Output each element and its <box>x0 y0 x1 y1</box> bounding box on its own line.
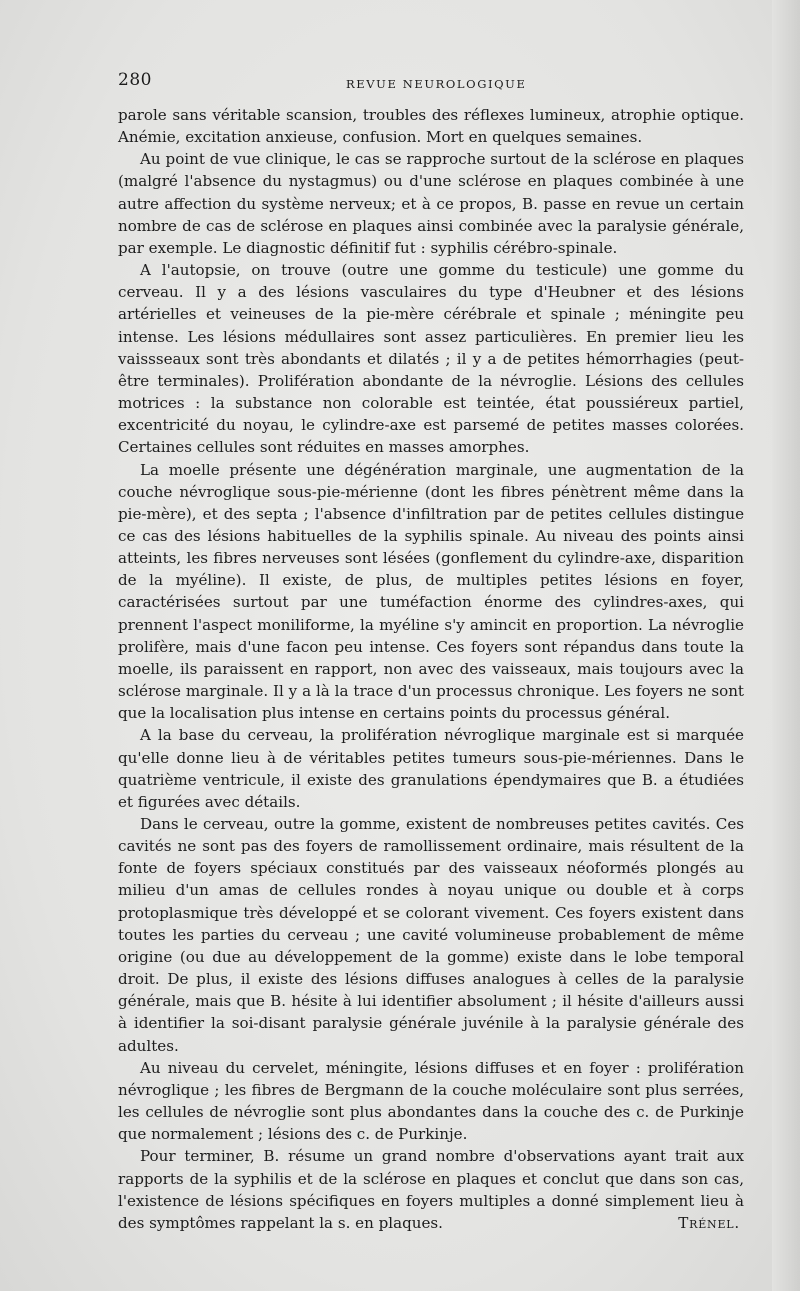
paragraph: Au niveau du cervelet, méningite, lésions diffuses et en foyer : prolifération névroglique ; les fibres de Bergmann de la couche moléculaire sont plus serrées, les cellules de névroglie sont plus abondantes dans la couche des c. de Purkinje que normalement ; lésions des c. de Purkinje. <box>118 1058 744 1144</box>
paragraph: La moelle présente une dégénération marginale, une augmentation de la couche névroglique sous-pie-mérienne (dont les fibres pénètrent même dans la pie-mère), et des septa ; l'absence d'infiltration par de petites cellules distingue ce cas des lésions habituelles de la syphilis spinale. Au niveau des points ainsi atteints, les fibres nerveuses sont lésées (gonflement du cylindre-axe, disparition de la myéline). Il existe, de plus, de multiples petites lésions en foyer, caractérisées surtout par une tuméfaction énorme des cylindres-axes, qui prennent l'aspect moniliforme, la myéline s'y amincit en proportion. La névroglie prolifère, mais d'une facon peu intense. Ces foyers sont répandus dans toute la moelle, ils paraissent en rapport, non avec des vaisseaux, mais toujours avec la sclérose marginale. Il y a là la trace d'un processus chronique. Les foyers ne sont que la localisation plus intense en certains points du processus général. <box>118 460 744 723</box>
article-body <box>118 104 744 1234</box>
paragraph: parole sans véritable scansion, troubles des réflexes lumineux, atrophie optique. Anémie, excitation anxieuse, confusion. Mort en quelques semaines. <box>118 106 744 147</box>
paragraph-final-text: Pour terminer, B. résume un grand nombre d'observations ayant trait aux rapports de la syphilis et de la sclérose en plaques et conclut que dans son cas, l'existence de lésions spécifiques en foyers multiples a donné simplement lieu à des symptômes rappelant la s. en plaques. <box>118 1147 744 1232</box>
author-signature: Trénel. <box>678 1213 740 1232</box>
page-edge-shadow <box>772 0 800 1291</box>
paragraph-final <box>118 1145 744 1234</box>
paragraph: A la base du cerveau, la prolifération névroglique marginale est si marquée qu'elle donne lieu à de véritables petites tumeurs sous-pie-mériennes. Dans le quatrième ventricule, il existe des granulations épendymaires que B. a étudiées et figurées avec détails. <box>118 726 744 811</box>
paragraph: Dans le cerveau, outre la gomme, existent de nombreuses petites cavités. Ces cavités ne sont pas des foyers de ramollissement ordinaire, mais résultent de la fonte de foyers spéciaux constitués par des vaisseaux néoformés plongés au milieu d'un amas de cellules rondes à noyau unique ou double et à corps protoplasmique très développé et se colorant vivement. Ces foyers existent dans toutes les parties du cerveau ; une cavité volumineuse probablement de même origine (ou due au développement de la gomme) existe dans le lobe temporal droit. De plus, il existe des lésions diffuses analogues à celles de la paralysie générale, mais que B. hésite à lui identifier absolument ; il hésite d'ailleurs aussi à identifier la soi-disant paralysie générale juvénile à la paralysie générale des adultes. <box>118 815 744 1055</box>
running-head: REVUE NEUROLOGIQUE <box>346 77 527 91</box>
paragraph: A l'autopsie, on trouve (outre une gomme du testicule) une gomme du cerveau. Il y a des lésions vasculaires du type d'Heubner et des lésions artérielles et veineuses de la pie-mère cérébrale et spinale ; méningite peu intense. Les lésions médullaires sont assez particulières. En premier lieu les vaissseaux sont très abondants et dilatés ; il y a de petites hémorrhagies (peut-être terminales). Prolifération abondante de la névroglie. Lésions des cellules motrices : la substance non colorable est teintée, état poussiéreux partiel, excentricité du noyau, le cylindre-axe est parsemé de petites masses colorées. Certaines cellules sont réduites en masses amorphes. <box>118 261 744 457</box>
page-number: 280 <box>118 70 152 90</box>
page-header <box>118 70 744 100</box>
paragraph: Au point de vue clinique, le cas se rapproche surtout de la sclérose en plaques (malgré l'absence du nystagmus) ou d'une sclérose en plaques combinée à une autre affection du système nerveux; et à ce propos, B. passe en revue un certain nombre de cas de sclérose en plaques ainsi combinée avec la paralysie générale, par exemple. Le diagnostic définitif fut : syphilis cérébro-spinale. <box>118 150 744 257</box>
